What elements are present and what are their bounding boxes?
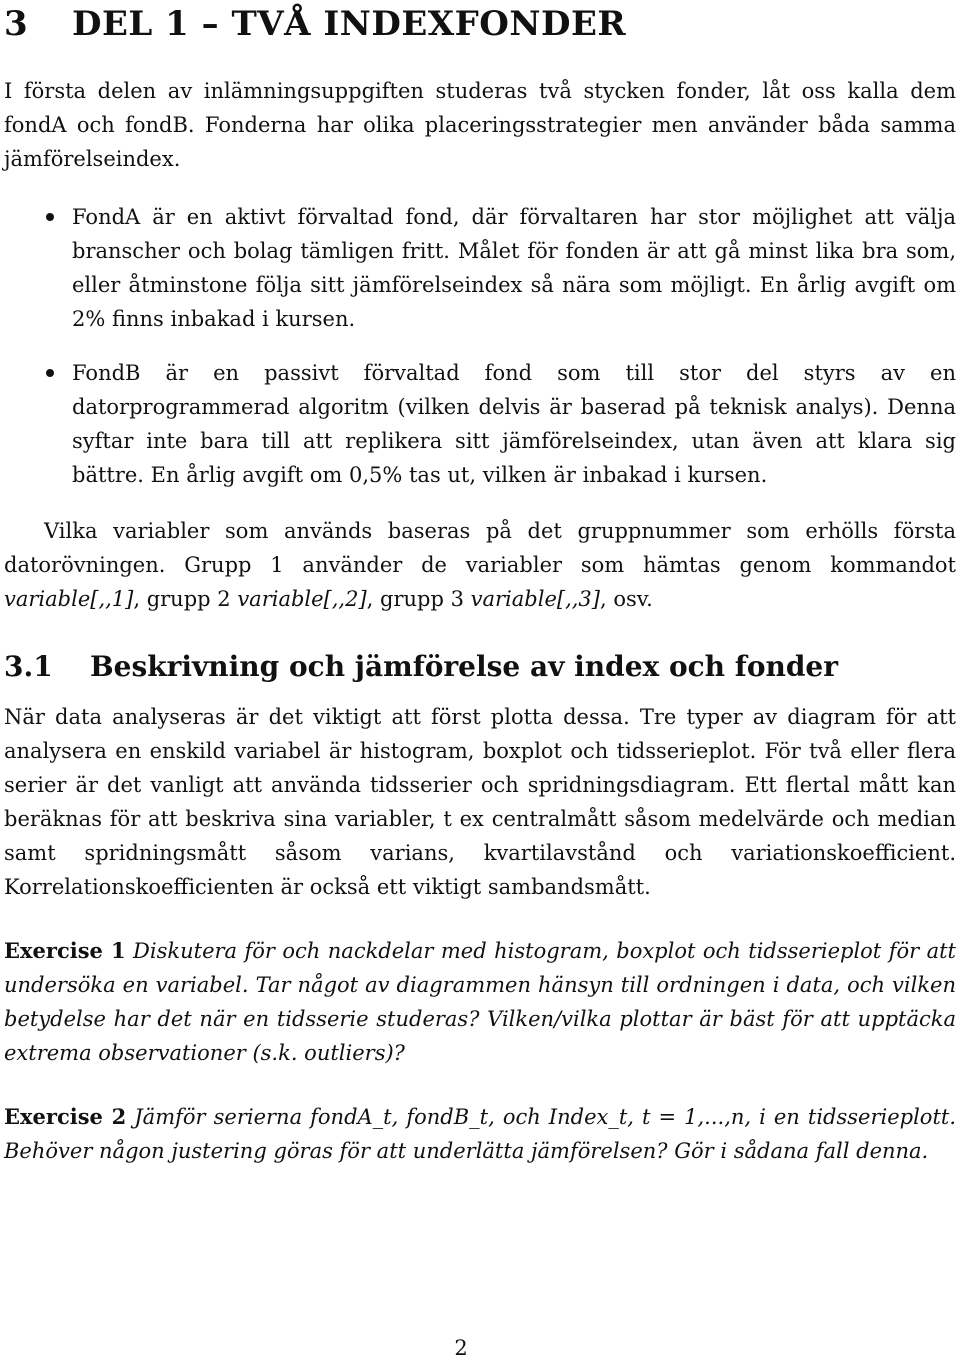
code-variable-3: variable[,,3] [470, 587, 600, 611]
intro-paragraph: I första delen av inlämningsuppgiften studeras två stycken fonder, låt oss kalla dem fondA och fondB. Fonderna har olika placeringsstrategier men använder båda samma jämförelseindex. [4, 79, 956, 171]
list-item-text: FondA är en aktivt förvaltad fond, där förvaltaren har stor möjlighet att välja branscher och bolag tämligen fritt. Målet för fonden är att gå minst lika bra som, eller åtminstone följa sitt jämförelseindex så nära som möjligt. En årlig avgift om 2% finns inbakad i kursen. [72, 205, 956, 331]
document-page [4, 0, 956, 1168]
section-number: 3 [4, 4, 29, 44]
exercise-label: Exercise 2 [4, 1104, 127, 1129]
exercise-label: Exercise 1 [4, 938, 126, 963]
exercise-text: Diskutera för och nackdelar med histogram, boxplot och tidsserieplot för att undersöka en variabel. Tar något av diagrammen hänsyn till ordningen i data, och vilken betydelse har det när en tidsserie studeras? Vilken/vilka plottar är bäst för att upptäcka extrema observationer (s.k. outliers)? [4, 939, 956, 1065]
code-variable-2: variable[,,2] [237, 587, 367, 611]
list-item [4, 200, 956, 336]
subsection-number: 3.1 [4, 650, 53, 683]
subsection-heading [4, 646, 956, 688]
list-item [4, 356, 956, 492]
list-item-text: FondB är en passivt förvaltad fond som till stor del styrs av en datorprogrammerad algoritm (vilken delvis är baserad på teknisk analys). Denna syftar inte bara till att replikera sitt jämförelseindex, utan även att klara sig bättre. En årlig avgift om 0,5% tas ut, vilken är inbakad i kursen. [72, 361, 956, 487]
variables-paragraph [4, 514, 956, 616]
variables-text: , grupp 3 [366, 587, 471, 611]
exercise-text: Jämför serierna fondA_t, fondB_t, och Index_t, t = 1,...,n, i en tidsserieplott. Behöver någon justering göras för att underlätta jämförelsen? Gör i sådana fall denna. [4, 1105, 956, 1163]
bullet-icon [46, 213, 54, 221]
section-heading [4, 0, 956, 62]
subsection-title: Beskrivning och jämförelse av index och fonder [90, 650, 839, 683]
variables-text: Vilka variabler som används baseras på det gruppnummer som erhölls första datorövningen. Grupp 1 använder de variabler som hämtas genom kommandot [4, 519, 956, 577]
exercise-1 [4, 934, 956, 1070]
bullet-icon [46, 369, 54, 377]
exercise-2 [4, 1100, 956, 1168]
code-variable-1: variable[,,1] [4, 587, 134, 611]
variables-text: , osv. [599, 587, 653, 611]
variables-text: , grupp 2 [133, 587, 238, 611]
section-title: DEL 1 – TVÅ INDEXFONDER [72, 4, 627, 44]
fund-list [4, 200, 956, 492]
analysis-paragraph: När data analyseras är det viktigt att först plotta dessa. Tre typer av diagram för att analysera en enskild variabel är histogram, boxplot och tidsserieplot. För två eller flera serier är det vanligt att använda tidsserier och spridningsdiagram. Ett flertal mått kan beräknas för att beskriva sina variabler, t ex centralmått såsom medelvärde och median samt spridningsmått såsom varians, kvartilavstånd och variationskoefficient. Korrelationskoefficienten är också ett viktigt sambandsmått. [4, 705, 956, 899]
page-number: 2 [454, 1336, 468, 1360]
